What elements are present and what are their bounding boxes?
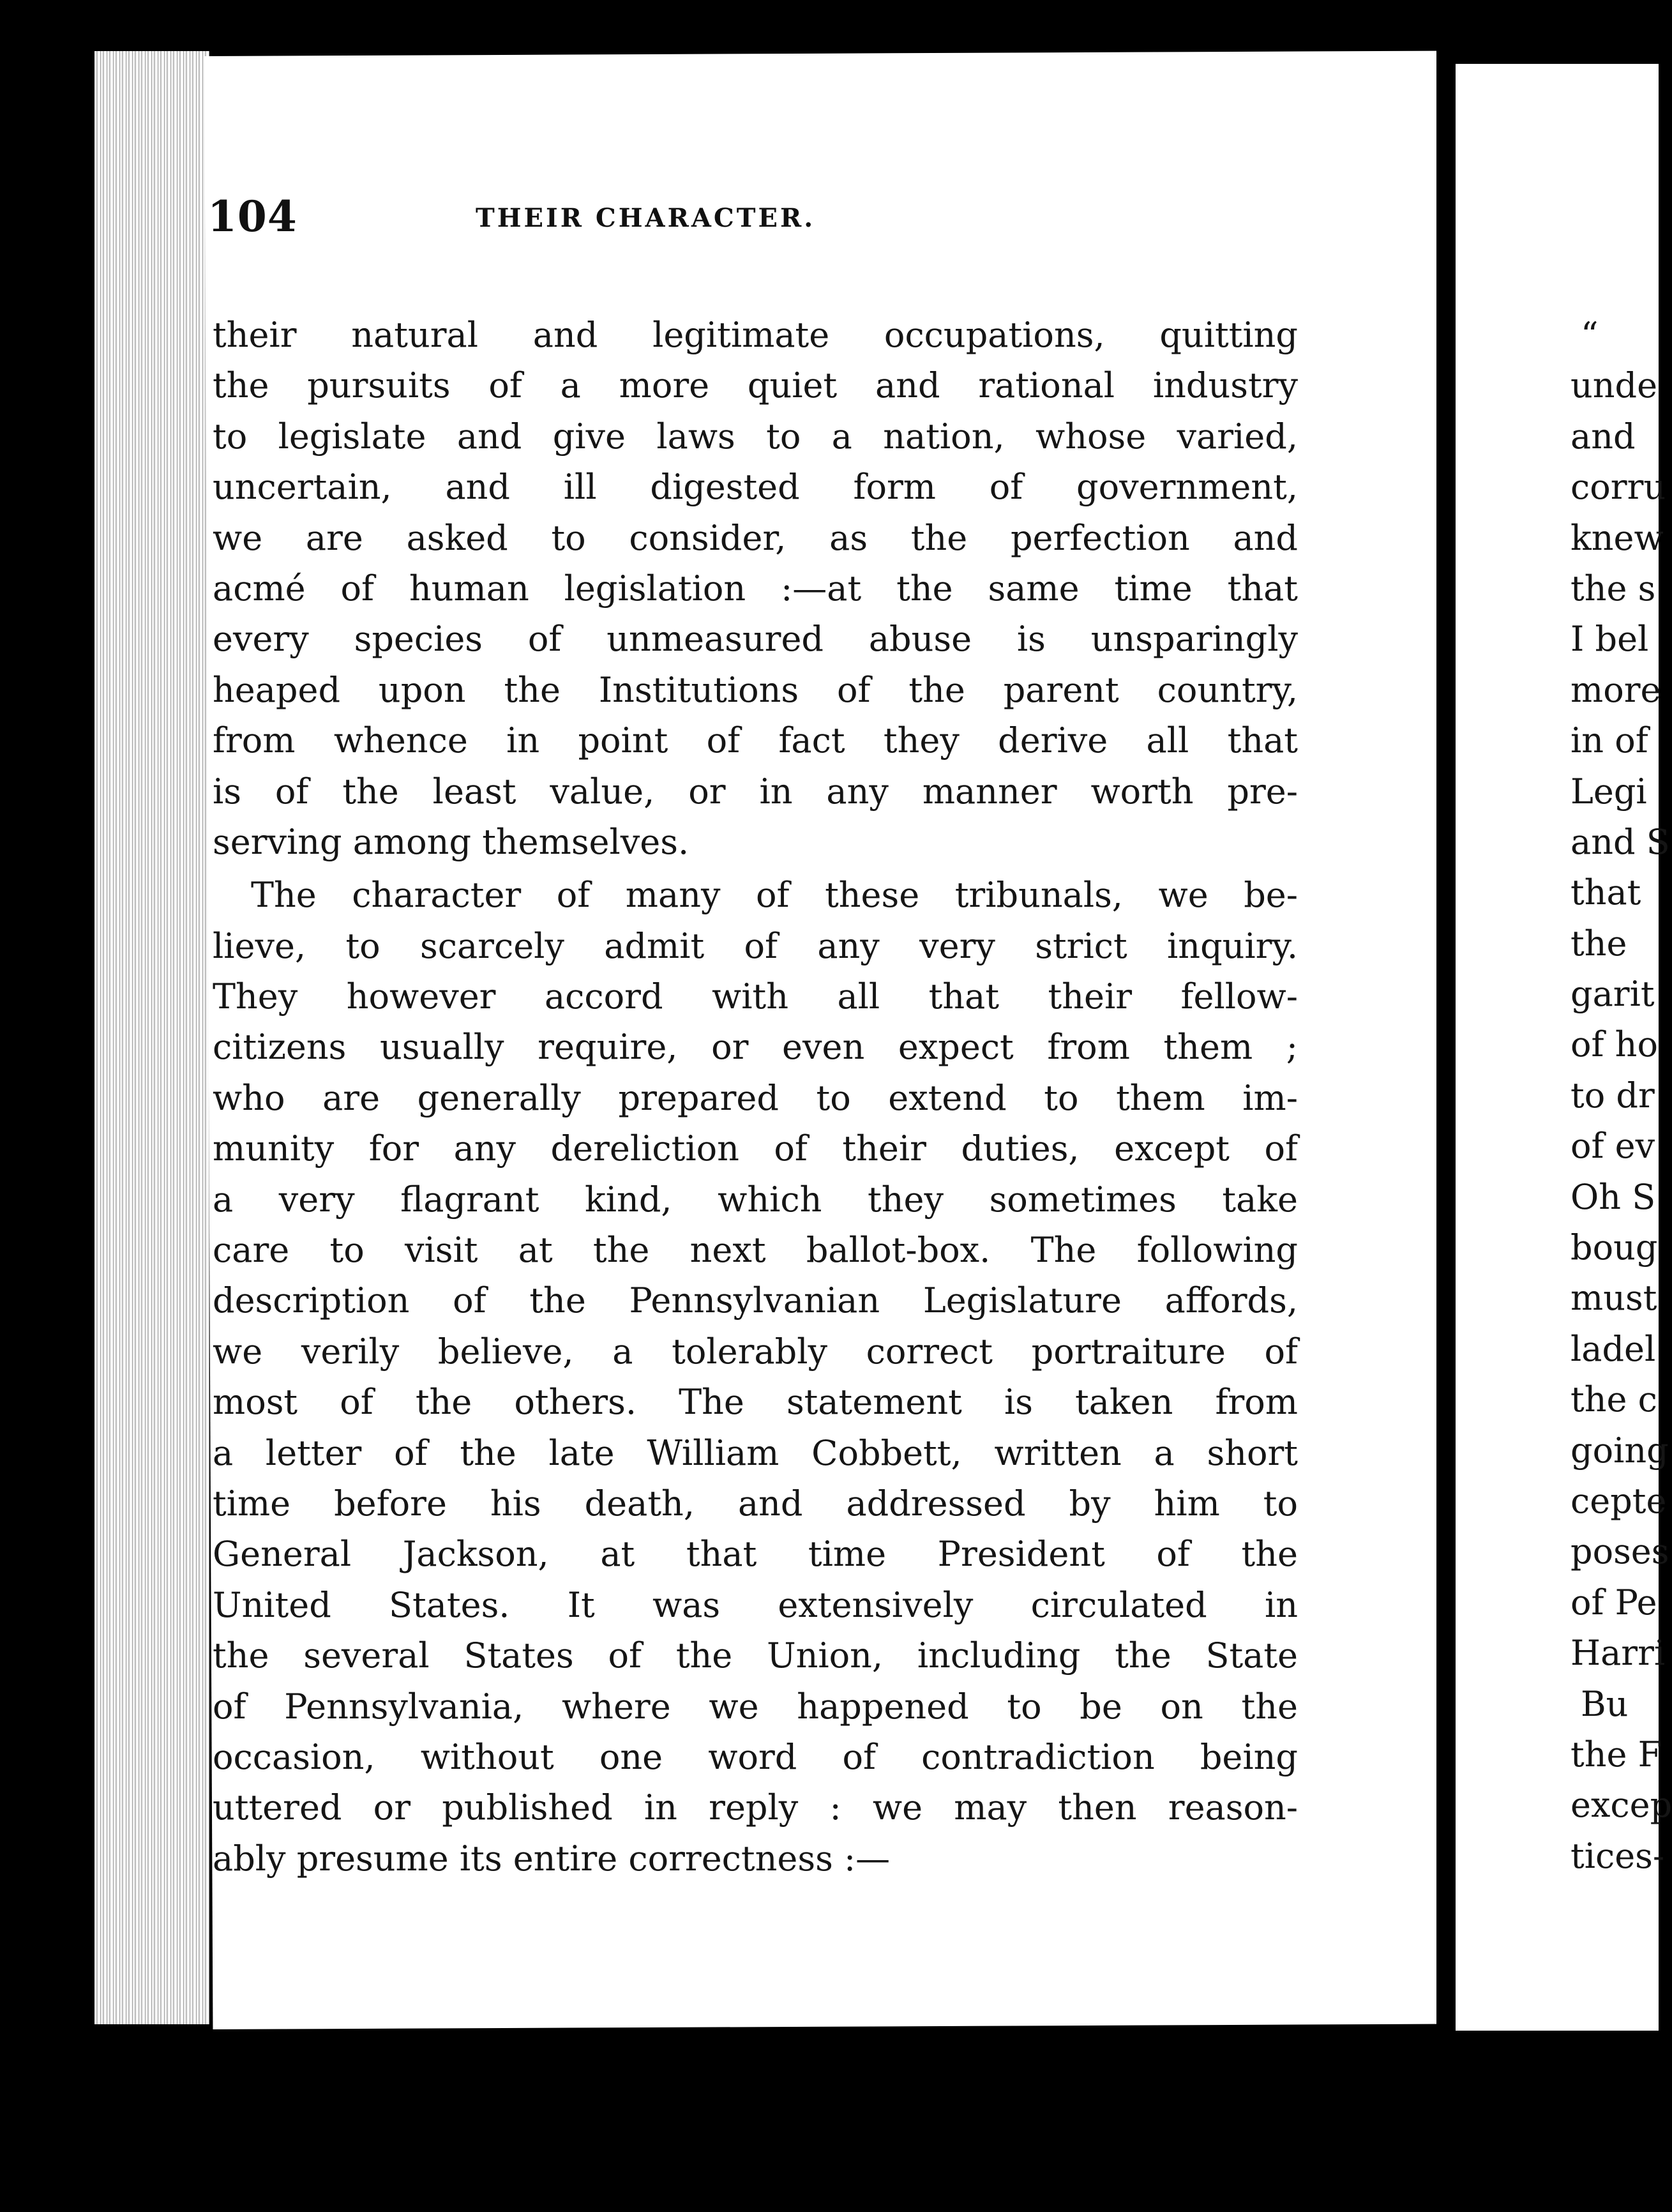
text-line: care to visit at the next ballot-box. The following [213,1230,1298,1271]
text-line: is of the least value, or in any manner worth pre- [213,771,1298,812]
facing-text-line: the [1570,923,1627,964]
text-line: munity for any dereliction of their duties, except of [213,1128,1298,1169]
text-line: time before his death, and addressed by him to [213,1483,1298,1524]
text-line: ably presume its entire correctness :— [213,1838,891,1879]
text-line: The character of many of these tribunals, we be- [251,875,1298,916]
text-line: uncertain, and ill digested form of government, [213,467,1298,508]
text-line: General Jackson, at that time President of the [213,1534,1298,1575]
text-line: of Pennsylvania, where we happened to be on the [213,1686,1298,1727]
book-gutter [1436,38,1456,2063]
text-line: we are asked to consider, as the perfection and [213,517,1298,558]
text-line: acmé of human legislation :—at the same time that [213,568,1298,609]
page-number: 104 [207,192,297,241]
text-line: we verily believe, a tolerably correct portraiture of [213,1331,1298,1372]
facing-text-line: “ [1581,315,1599,355]
text-line: their natural and legitimate occupations, quitting [213,315,1298,355]
text-line: United States. It was extensively circulated in [213,1584,1298,1625]
text-line: description of the Pennsylvanian Legislature affords, [213,1280,1298,1321]
body-text [213,310,1298,1884]
running-title: THEIR CHARACTER. [476,203,816,233]
text-line: who are generally prepared to extend to them im- [213,1077,1298,1118]
facing-text-line: in of [1570,720,1648,761]
facing-text-line: ladel [1570,1328,1656,1369]
facing-text-line: of ho [1570,1024,1658,1065]
facing-text-line: that [1570,872,1641,913]
facing-text-line: corru [1570,467,1666,508]
text-line: from whence in point of fact they derive all that [213,720,1298,761]
facing-text-line: the s [1570,568,1656,609]
text-line: They however accord with all that their fellow- [213,976,1298,1017]
facing-text-line: going [1570,1430,1669,1471]
facing-text-line: tices- [1570,1835,1665,1876]
facing-text-line: Harri [1570,1633,1666,1674]
facing-text-line: Oh S [1570,1176,1656,1217]
facing-text-line: of ev [1570,1126,1655,1167]
facing-text-line: boug [1570,1227,1658,1268]
facing-text-line: I bel [1570,619,1649,660]
facing-text-line: Bu [1581,1683,1629,1724]
facing-text-line: Legi [1570,771,1647,812]
text-line: every species of unmeasured abuse is unsparingly [213,619,1298,660]
facing-text-line: and [1570,416,1636,457]
facing-text-line: more [1570,669,1661,710]
facing-text-line: of Pe [1570,1582,1657,1623]
text-line: heaped upon the Institutions of the parent country, [213,669,1298,710]
facing-text-line: unde [1570,365,1658,406]
facing-text-line: garit [1570,974,1655,1015]
text-line: a letter of the late William Cobbett, written a short [213,1432,1298,1473]
facing-text-line: the c [1570,1379,1657,1420]
facing-text-line: knew [1570,517,1664,558]
text-line: the several States of the Union, including the State [213,1635,1298,1676]
text-line: uttered or published in reply : we may then reason- [213,1787,1298,1828]
text-line: lieve, to scarcely admit of any very strict inquiry. [213,925,1298,966]
text-line: the pursuits of a more quiet and rational industry [213,365,1298,406]
facing-text-line: excep [1570,1785,1672,1826]
text-line: a very flagrant kind, which they sometimes take [213,1179,1298,1220]
page-edges [94,51,209,2024]
running-head [207,192,1101,275]
text-line: serving among themselves. [213,821,689,862]
facing-text-line: to dr [1570,1075,1655,1116]
facing-text-line: and S [1570,821,1670,862]
text-line: most of the others. The statement is taken from [213,1382,1298,1423]
facing-text-line: must [1570,1278,1657,1319]
facing-page-text [1570,310,1672,1881]
text-line: citizens usually require, or even expect from them ; [213,1027,1298,1068]
text-line: occasion, without one word of contradiction being [213,1736,1298,1777]
text-line: to legislate and give laws to a nation, whose varied, [213,416,1298,457]
facing-text-line: poses [1570,1531,1669,1572]
facing-text-line: the F [1570,1734,1662,1775]
facing-text-line: cepte [1570,1480,1667,1521]
